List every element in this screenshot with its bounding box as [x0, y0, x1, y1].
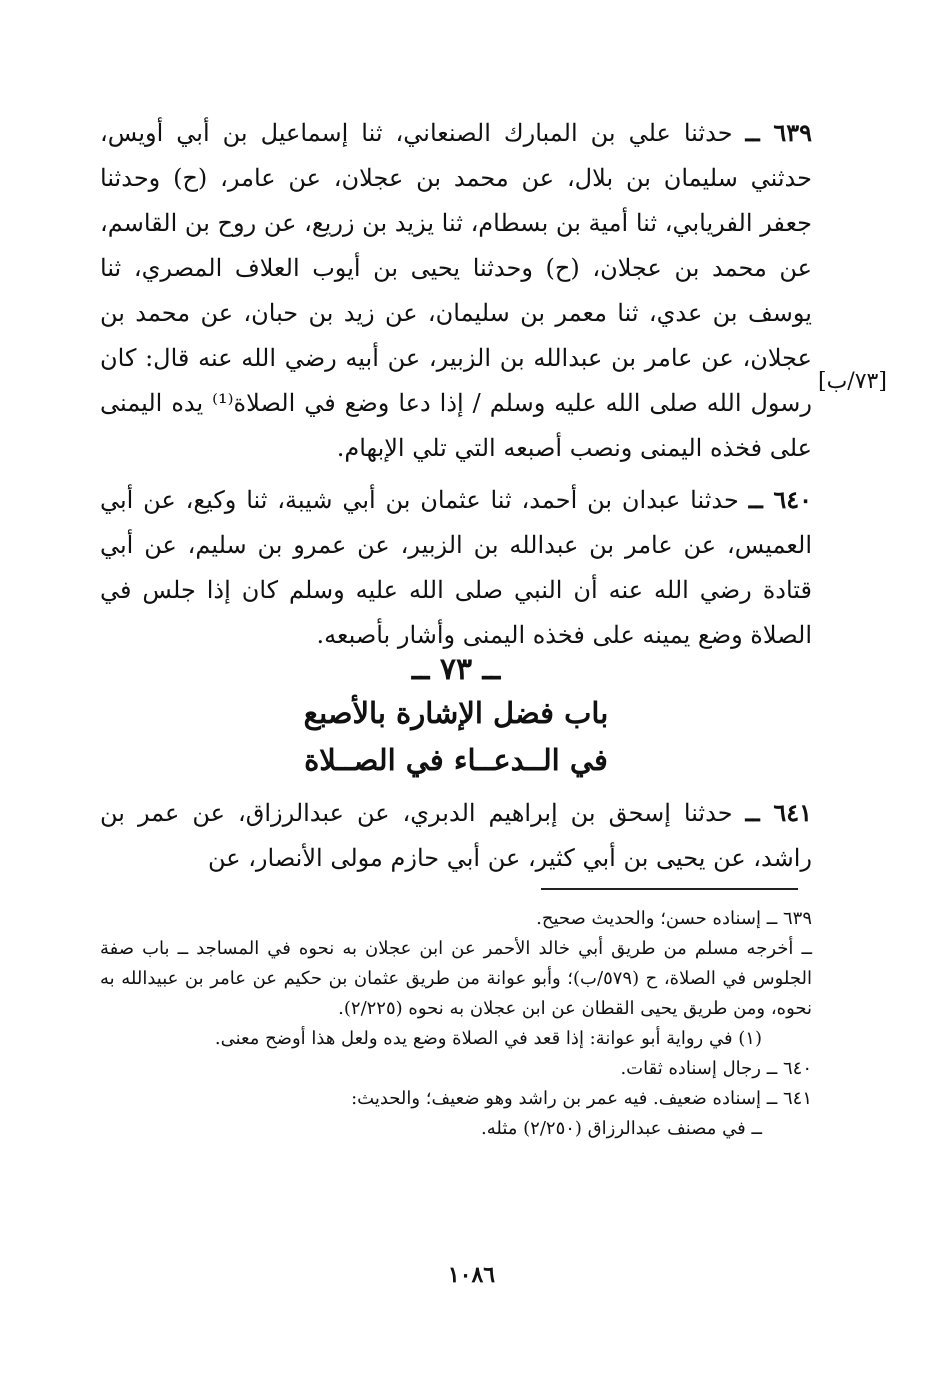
hadith-text-641: حدثنا إسحق بن إبراهيم الدبري، عن عبدالرزاق، عن عمر بن راشد، عن يحيى بن أبي كثير، عن أبي حازم مولى الأنصار، عن [100, 799, 812, 872]
hadith-640 [100, 477, 812, 658]
hadith-number-641: ٦٤١ ــ [745, 798, 812, 827]
main-text-block-1 [100, 110, 812, 658]
footnote-640: ٦٤٠ ــ رجال إسناده ثقات. [620, 1058, 812, 1079]
chapter-number: ــ ٧٣ ــ [411, 652, 501, 687]
footnote-641-takhrij: ــ في مصنف عبدالرزاق (٢/٢٥٠) مثله. [481, 1118, 762, 1139]
hadith-text-640: حدثنا عبدان بن أحمد، ثنا عثمان بن أبي شيبة، ثنا وكيع، عن أبي العميس، عن عامر بن عبدالله بن الزبير، عن عمرو بن سليم، عن أبي قتادة رضي الله عنه أن النبي صلى الله عليه وسلم كان إذا جلس في الصلاة وضع يمينه على فخذه اليمنى وأشار بأصبعه. [100, 486, 812, 649]
footnote-separator [541, 888, 798, 890]
footnote-641-grade: ٦٤١ ــ إسناده ضعيف. فيه عمر بن راشد وهو ضعيف؛ والحديث: [351, 1088, 812, 1109]
footnote-1: (١) في رواية أبو عوانة: إذا قعد في الصلاة وضع يده ولعل هذا أوضح معنى. [214, 1028, 762, 1049]
hadith-639 [100, 110, 812, 471]
hadith-number-639: ٦٣٩ ــ [745, 118, 812, 147]
hadith-641 [100, 790, 812, 881]
chapter-title-line-2: في الــدعــاء في الصــلاة [304, 743, 608, 777]
main-text-block-2 [100, 790, 812, 881]
hadith-text-639: حدثنا علي بن المبارك الصنعاني، ثنا إسماعيل بن أبي أويس، حدثني سليمان بن بلال، عن محمد بن عجلان، عن عامر، (ح) وحدثنا جعفر الفريابي، ثنا أمية بن بسطام، ثنا يزيد بن زريع، عن روح بن القاسم، عن محمد بن عجلان، (ح) وحدثنا يحيى بن أيوب العلاف المصري، ثنا يوسف بن عدي، ثنا معمر بن سليمان، عن زيد بن حبان، عن محمد بن عجلان، عن عامر بن عبدالله بن الزبير، عن أبيه رضي الله عنه قال: كان رسول الله صلى الله عليه وسلم / إذا دعا وضع في الصلاة⁽¹⁾ يده اليمنى على فخذه اليمنى ونصب أصبعه التي تلي الإبهام. [100, 119, 812, 462]
footnote-639-takhrij: ــ أخرجه مسلم من طريق أبي خالد الأحمر عن ابن عجلان به نحوه في المساجد ــ باب صفة الجلوس في الصلاة، ح (٥٧٩/ب)؛ وأبو عوانة من طريق عثمان بن حكيم عن عامر بن عبيدالله به نحوه، ومن طريق يحيى القطان عن ابن عجلان به نحوه (٢/٢٢٥). [100, 938, 812, 1019]
chapter-title-line-1: باب فضل الإشارة بالأصبع [303, 696, 609, 730]
footnote-639-grade: ٦٣٩ ــ إسناده حسن؛ والحديث صحيح. [536, 908, 812, 929]
footnotes [100, 904, 812, 1144]
hadith-number-640: ٦٤٠ ــ [748, 485, 812, 514]
manuscript-folio-marker: [٧٣/ب] [818, 369, 887, 394]
page-number: ١٠٨٦ [447, 1262, 496, 1288]
